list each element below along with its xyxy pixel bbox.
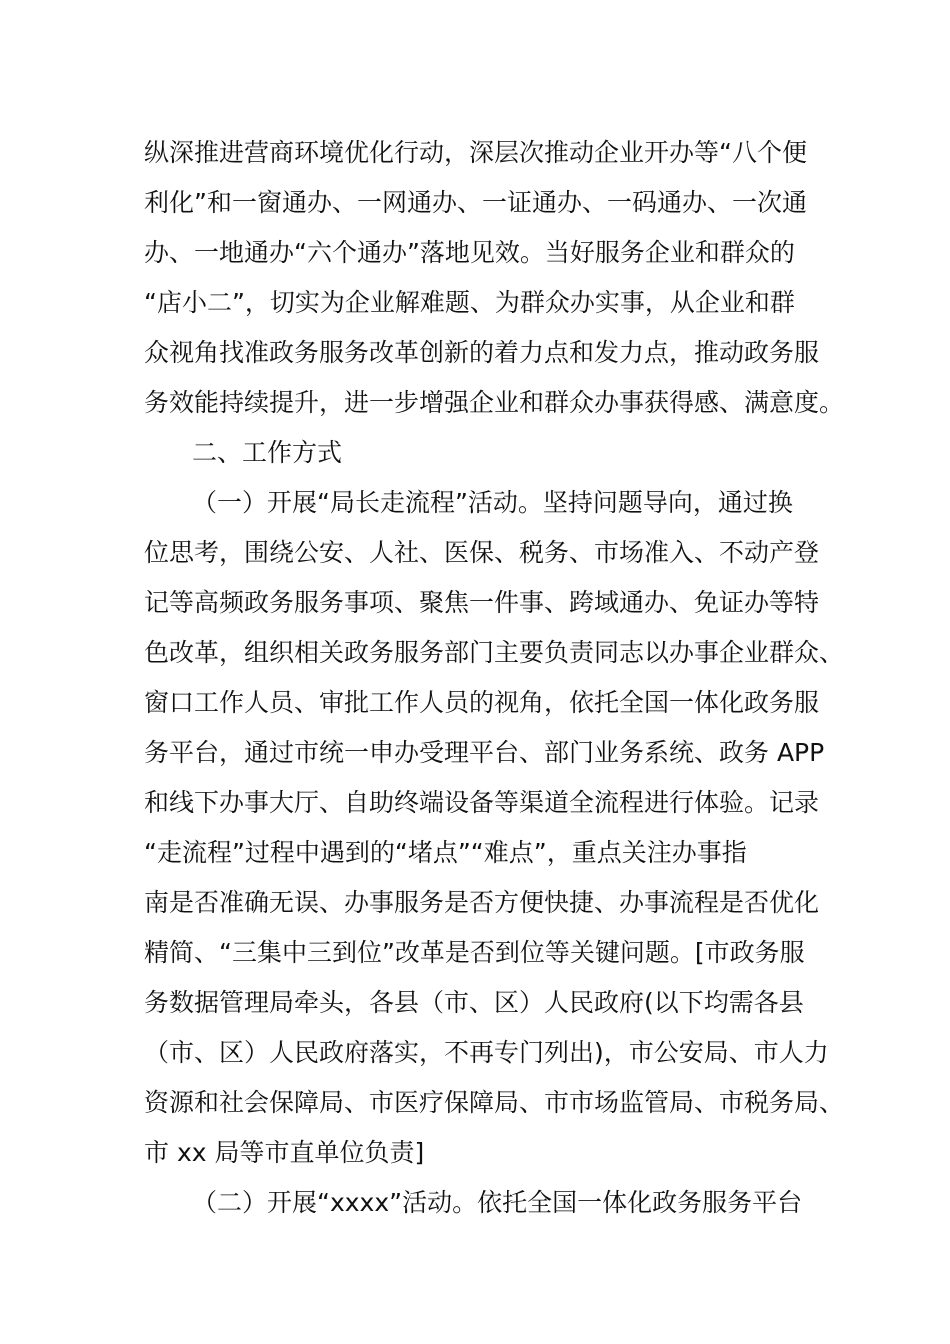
text-line: 记等高频政务服务事项、聚焦一件事、跨域通办、免证办等特: [144, 588, 820, 617]
text-line: 利化”和一窗通办、一网通办、一证通办、一码通办、一次通: [144, 188, 807, 217]
text-line: （市、区）人民政府落实，不再专门列出)，市公安局、市人力: [144, 1038, 829, 1067]
text-line: 色改革，组织相关政务服务部门主要负责同志以办事企业群众、: [144, 638, 845, 667]
text-line: “走流程”过程中遇到的“堵点”“难点”，重点关注办事指: [144, 838, 747, 867]
text-line: 资源和社会保障局、市医疗保障局、市市场监管局、市税务局、: [144, 1088, 845, 1117]
text-line: 办、一地通办“六个通办”落地见效。当好服务企业和群众的: [144, 238, 795, 267]
text-line: 纵深推进营商环境优化行动，深层次推动企业开办等“八个便: [144, 138, 807, 167]
subsection-start-line: （一）开展“局长走流程”活动。坚持问题导向，通过换: [192, 488, 793, 517]
text-line: 和线下办事大厅、自助终端设备等渠道全流程进行体验。记录: [144, 788, 820, 817]
document-body: [144, 128, 845, 1228]
text-line: 务数据管理局牵头，各县（市、区）人民政府(以下均需各县: [144, 988, 804, 1017]
text-line: 精简、“三集中三到位”改革是否到位等关键问题。[市政务服: [144, 938, 805, 967]
text-line: 众视角找准政务服务改革创新的着力点和发力点，推动政务服: [144, 338, 820, 367]
text-line: “店小二”，切实为企业解难题、为群众办实事，从企业和群: [144, 288, 795, 317]
subsection-start-line: （二）开展“xxxx”活动。依托全国一体化政务服务平台: [192, 1188, 803, 1217]
text-line: 务平台，通过市统一申办受理平台、部门业务系统、政务 APP: [144, 738, 825, 767]
text-line: 位思考，围绕公安、人社、医保、税务、市场准入、不动产登: [144, 538, 820, 567]
text-line: 务效能持续提升，进一步增强企业和群众办事获得感、满意度。: [144, 388, 845, 417]
text-line: 南是否准确无误、办事服务是否方便快捷、办事流程是否优化: [144, 888, 820, 917]
text-line: 市 xx 局等市直单位负责]: [144, 1138, 425, 1167]
text-line: 窗口工作人员、审批工作人员的视角，依托全国一体化政务服: [144, 688, 820, 717]
section-heading: 二、工作方式: [192, 438, 343, 467]
